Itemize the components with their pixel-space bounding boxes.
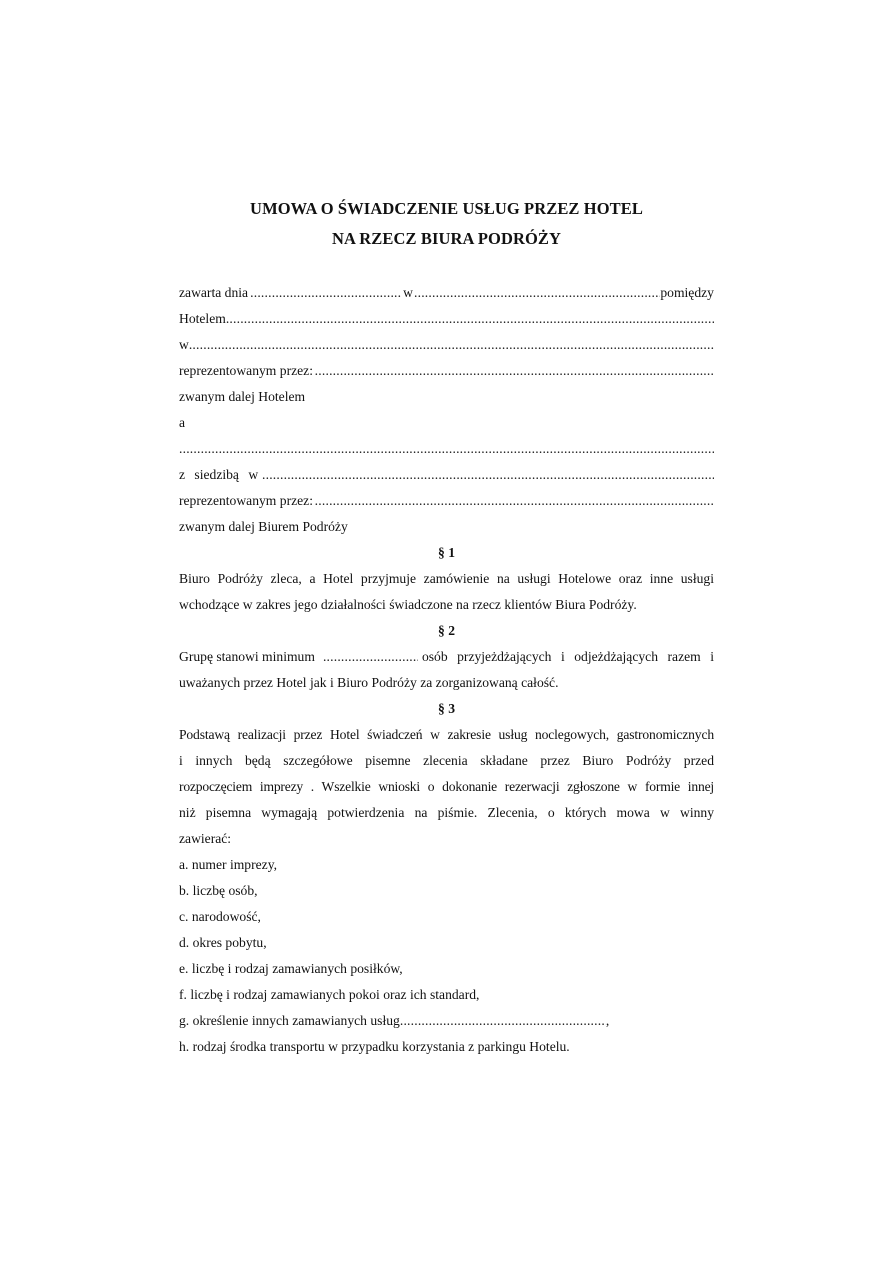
section-2-line-1 [179,644,714,670]
list-item-g [179,1008,714,1034]
label-z-siedziba: z siedzibą w [179,467,259,482]
intro-line-hotel [179,306,714,332]
list-item-f: f. liczbę i rodzaj zamawianych pokoi oraz ich standard, [179,987,480,1002]
list-item-c: c. narodowość, [179,909,261,924]
document-title-line-1: UMOWA O ŚWIADCZENIE USŁUG PRZEZ HOTEL [250,199,643,218]
label-reprezentowanym-2: reprezentowanym przez: [179,493,313,508]
section-2-heading: § 2 [438,623,455,638]
blank-agency-seat [262,462,714,488]
blank-minimum-persons [323,644,418,670]
blank-place [414,280,660,306]
intro-line-agency-seat [179,462,714,488]
blank-agency-name [179,436,714,462]
blank-hotel-city [189,332,714,358]
section-3-line-4: niż pisemna wymagają potwierdzenia na piśmie. Zlecenia, o których mowa w winny [179,805,714,820]
section-2-text-after: osób przyjeżdżających i odjeżdżających razem i [421,649,714,664]
section-3-line-1: Podstawą realizacji przez Hotel świadczeń w zakresie usług noclegowych, gastronomicznych [179,727,714,742]
label-w-hotel: w [179,337,189,352]
blank-agency-representative [315,488,714,514]
label-zwanym-hotelem: zwanym dalej Hotelem [179,389,306,404]
label-zawarta-dnia: zawarta dnia [179,285,249,300]
list-item-d: d. okres pobytu, [179,935,267,950]
blank-hotel-name [226,306,714,332]
section-1-line-2: wchodzące w zakres jego działalności świadczone na rzecz klientów Biura Podróży. [179,597,637,612]
intro-line-date [179,280,714,306]
label-hotelem: Hotelem [179,311,226,326]
section-1-line-1: Biuro Podróży zleca, a Hotel przyjmuje zamówienie na usługi Hotelowe oraz inne usługi [179,571,714,586]
list-item-g-comma: , [605,1013,610,1028]
blank-hotel-representative [315,358,714,384]
section-3-line-2: i innych będą szczegółowe pisemne zlecenia składane przez Biuro Podróży przed [179,753,714,768]
section-1-heading: § 1 [438,545,455,560]
list-item-a: a. numer imprezy, [179,857,278,872]
label-w: w [403,285,413,300]
intro-line-hotel-representative [179,358,714,384]
list-item-e: e. liczbę i rodzaj zamawianych posiłków, [179,961,403,976]
section-2-line-2: uważanych przez Hotel jak i Biuro Podróży za zorganizowaną całość. [179,675,559,690]
label-pomiedzy: pomiędzy [660,285,714,300]
list-item-h: h. rodzaj środka transportu w przypadku korzystania z parkingu Hotelu. [179,1039,570,1054]
intro-line-hotel-city [179,332,714,358]
intro-line-agency-representative [179,488,714,514]
label-reprezentowanym-1: reprezentowanym przez: [179,363,313,378]
blank-date [250,280,402,306]
section-3-line-3: rozpoczęciem imprezy . Wszelkie wnioski o dokonanie rezerwacji zgłoszone w formie innej [179,779,714,794]
section-2-text-before: Grupę stanowi minimum [179,649,315,664]
intro-line-agency-name [179,436,714,462]
label-zwanym-biurem: zwanym dalej Biurem Podróży [179,519,348,534]
label-a: a [179,415,186,430]
blank-other-services [400,1008,606,1034]
document-body [179,280,714,1060]
section-3-line-5: zawierać: [179,831,232,846]
section-3-heading: § 3 [438,701,455,716]
list-item-b: b. liczbę osób, [179,883,258,898]
list-item-g-text: g. określenie innych zamawianych usług [179,1013,400,1028]
document-title-line-2: NA RZECZ BIURA PODRÓŻY [331,229,562,248]
